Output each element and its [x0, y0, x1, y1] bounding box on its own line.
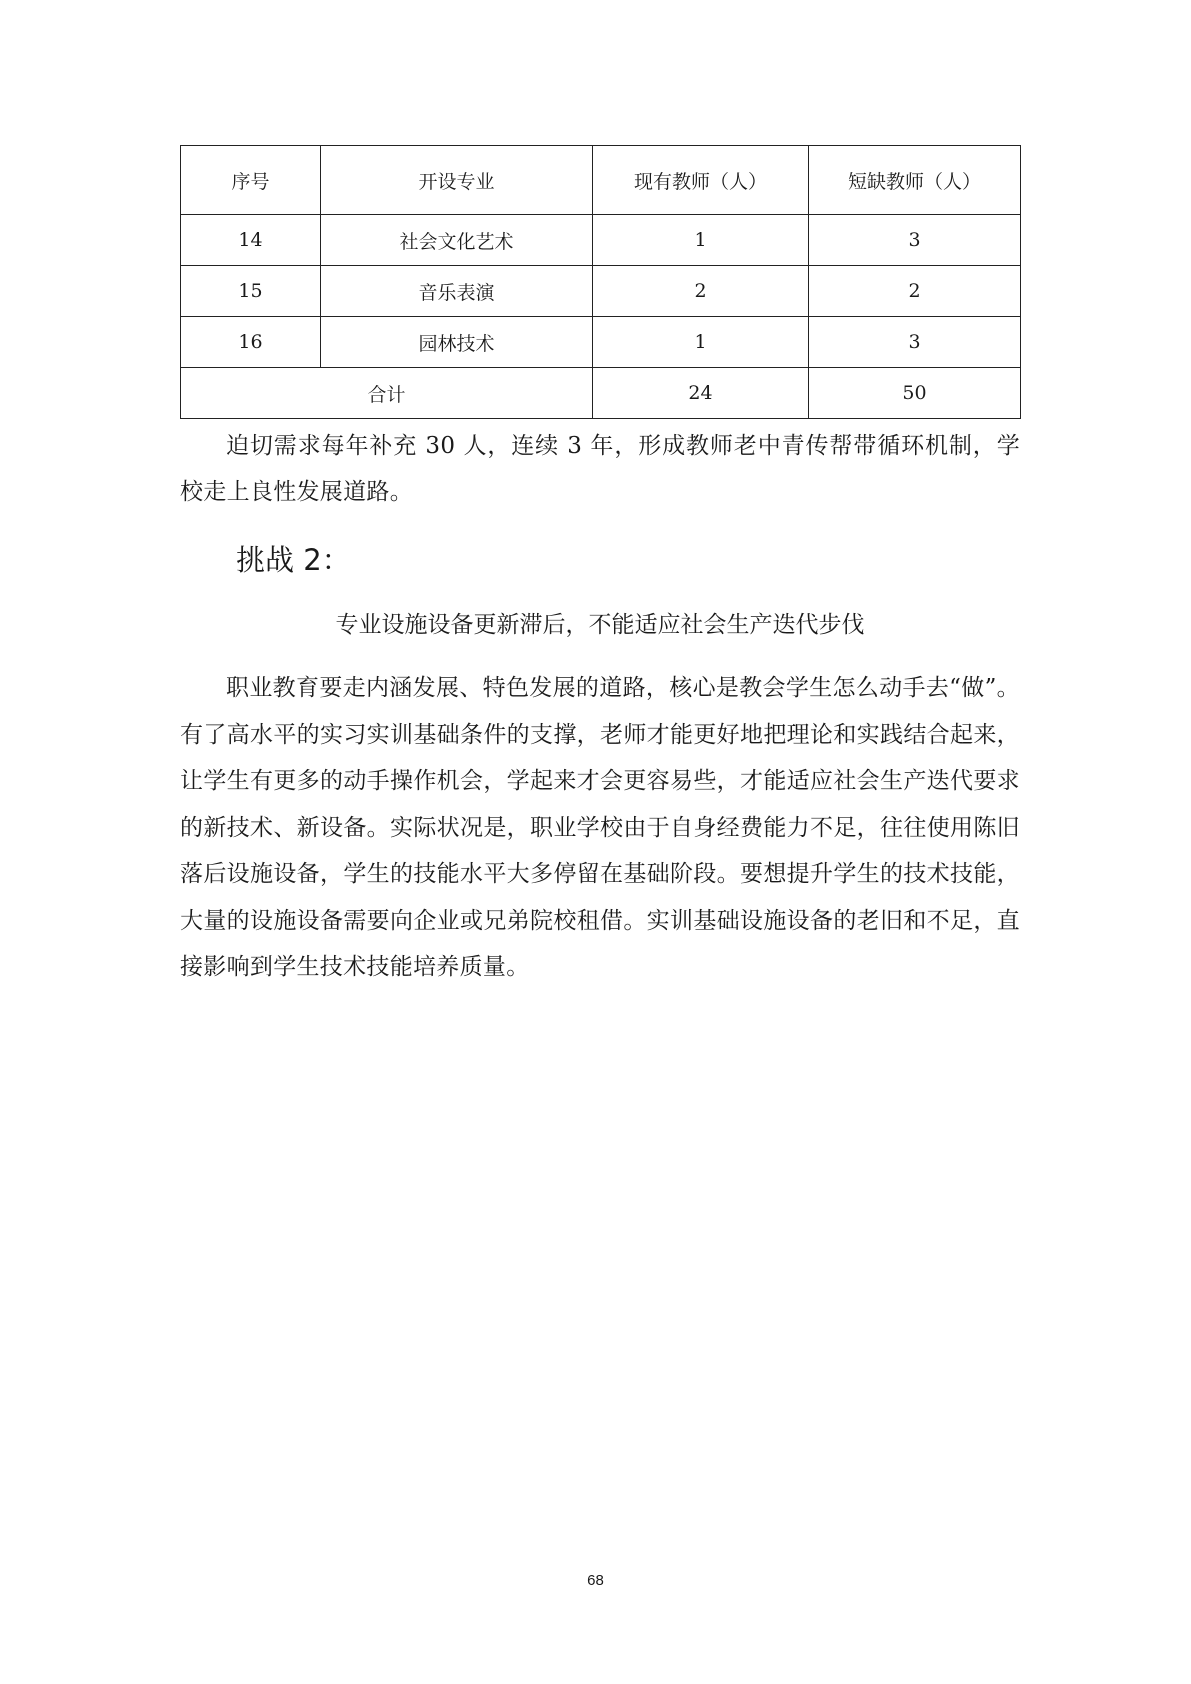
cell-major: 园林技术 — [321, 317, 593, 368]
cell-current: 1 — [593, 215, 809, 266]
cell-index: 14 — [181, 215, 321, 266]
page-number: 68 — [587, 1572, 604, 1589]
table-row — [181, 317, 1021, 368]
total-current: 24 — [593, 368, 809, 419]
table-header-row — [181, 146, 1021, 215]
cell-major: 社会文化艺术 — [321, 215, 593, 266]
header-major: 开设专业 — [321, 146, 593, 215]
cell-index: 16 — [181, 317, 321, 368]
cell-shortage: 2 — [809, 266, 1021, 317]
cell-current: 1 — [593, 317, 809, 368]
table-row — [181, 215, 1021, 266]
table-total-row — [181, 368, 1021, 419]
cell-index: 15 — [181, 266, 321, 317]
cell-shortage: 3 — [809, 317, 1021, 368]
section-subheading: 专业设施设备更新滞后，不能适应社会生产迭代步伐 — [335, 612, 865, 638]
paragraph-teacher-demand: 迫切需求每年补充 30 人，连续 3 年，形成教师老中青传帮带循环机制，学校走上良性发展道路。 — [180, 433, 1020, 505]
cell-major: 音乐表演 — [321, 266, 593, 317]
table-row — [181, 266, 1021, 317]
cell-current: 2 — [593, 266, 809, 317]
paragraph-facilities: 职业教育要走内涵发展、特色发展的道路，核心是教会学生怎么动手去“做”。有了高水平的实习实训基础条件的支撑，老师才能更好地把理论和实践结合起来，让学生有更多的动手操作机会，学起来才会更容易些，才能适应社会生产迭代要求的新技术、新设备。实际状况是，职业学校由于自身经费能力不足，往往使用陈旧落后设施设备，学生的技能水平大多停留在基础阶段。要想提升学生的技术技能，大量的设施设备需要向企业或兄弟院校租借。实训基础设施设备的老旧和不足，直接影响到学生技术技能培养质量。 — [180, 675, 1020, 980]
cell-shortage: 3 — [809, 215, 1021, 266]
header-current-teachers: 现有教师（人） — [593, 146, 809, 215]
teacher-shortage-table — [180, 145, 1021, 419]
header-shortage-teachers: 短缺教师（人） — [809, 146, 1021, 215]
header-index: 序号 — [181, 146, 321, 215]
total-label: 合计 — [181, 368, 593, 419]
total-shortage: 50 — [809, 368, 1021, 419]
challenge-heading: 挑战 2： — [236, 543, 351, 577]
